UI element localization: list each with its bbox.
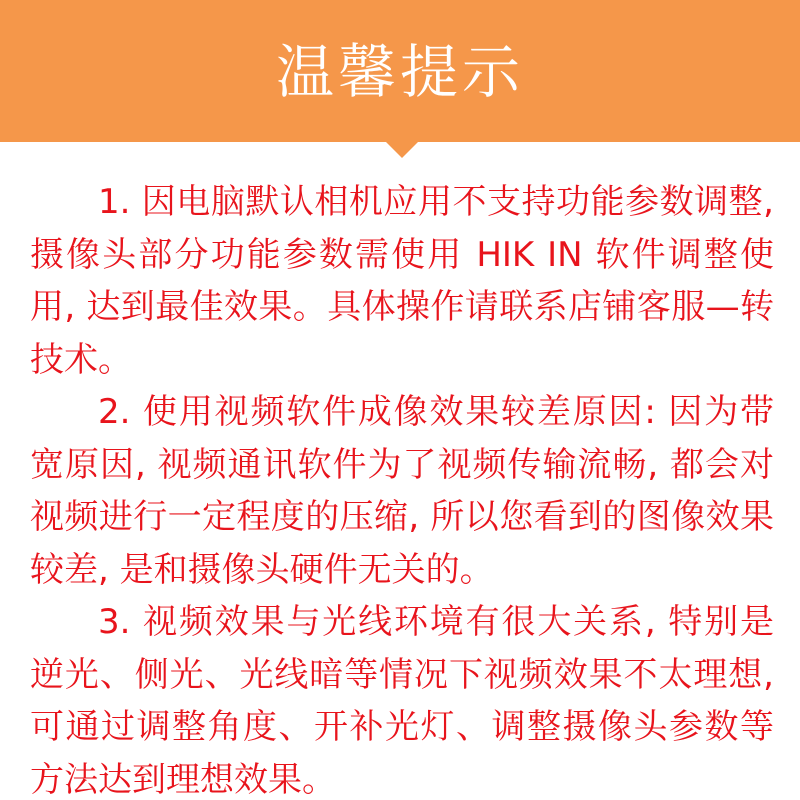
header-banner	[0, 0, 800, 142]
tip-paragraph-2: 2. 使用视频软件成像效果较差原因: 因为带宽原因, 视频通讯软件为了视频传输流畅, 都会对视频进行一定程度的压缩, 所以您看到的图像效果较差, 是和摄像头硬件无关的。	[30, 392, 774, 590]
tip-paragraph-3: 3. 视频效果与光线环境有很大关系, 特别是逆光、侧光、光线暗等情况下视频效果不太理想, 可通过调整角度、开补光灯、调整摄像头参数等方法达到理想效果。	[30, 602, 774, 800]
page-title: 温馨提示	[275, 38, 524, 106]
tips-body	[30, 176, 774, 800]
tip-paragraph-1: 1. 因电脑默认相机应用不支持功能参数调整, 摄像头部分功能参数需使用 HIK IN 软件调整使用, 达到最佳效果。具体操作请联系店铺客服—转技术。	[30, 182, 774, 380]
header-pointer	[384, 140, 420, 158]
